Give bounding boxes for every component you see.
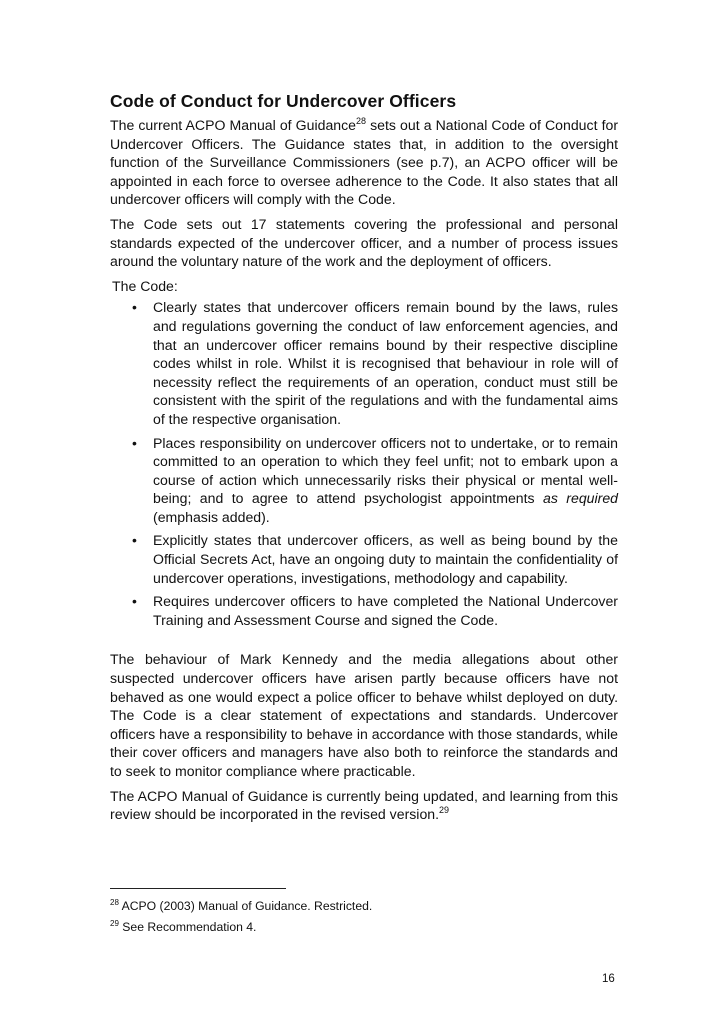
bullet-marker: • [132,593,137,610]
paragraph-code-statements: The Code sets out 17 statements covering the professional and personal standards expected of the undercover officer, and a number of process issues around the voluntary nature of the work and the deployment of officers. [110,215,618,270]
footnote-ref-29[interactable]: 29 [439,805,450,816]
section-heading: Code of Conduct for Undercover Officers [110,91,457,111]
code-label: The Code: [112,277,178,294]
bullet-marker: • [132,299,137,316]
footnote-number: 28 [110,898,119,907]
paragraph-intro-text-b: sets out a National Code of Conduct for Undercover Officers. The Guidance states that, in addition to the oversight function of the Surveillance Commissioners (see p.7), an ACPO officer will be appointed in each force to oversee adherence to the Code. It also states that all undercover officers will comply with the Code. [110,117,619,208]
bullet-marker: • [132,532,137,549]
bullet-item-confidentiality [110,531,618,587]
footnote-ref-28[interactable]: 28 [356,116,367,126]
bullet-text: Explicitly states that undercover officers, as well as being bound by the Official Secrets Act, have an ongoing duty to maintain the confidentiality of undercover operations, investigations, methodology and capability. [153,532,618,586]
bullet-text: Requires undercover officers to have completed the National Undercover Training and Assessment Course and signed the Code. [153,593,618,628]
paragraph-behaviour: The behaviour of Mark Kennedy and the media allegations about other suspected undercover officers have arisen partly because officers have not behaved as one would expect a police officer to behave whilst deployed on duty. The Code is a clear statement of expectations and standards. Undercover officers have a responsibility to behave in accordance with those standards, while their cover officers and managers have also both to reinforce the standards and to seek to monitor compliance where practicable. [110,651,618,779]
footnote-29 [110,919,256,935]
spacer [110,634,618,650]
footnote-28 [110,898,372,914]
paragraph-intro-text-a: The current ACPO Manual of Guidance [110,117,357,133]
bullet-marker: • [132,434,137,451]
bullet-text: Clearly states that undercover officers remain bound by the laws, rules and regulations governing the conduct of law enforcement agencies, and that an undercover officer remains bound by their respective discipline codes whilst in role. Whilst it is recognised that behaviour in role will of necessity reflect the requirements of an operation, conduct must still be consistent with the spirit of the regulations and with the fundamental aims of the respective organisation. [153,299,618,427]
bullet-emphasis: as required [543,490,619,507]
footnote-text: ACPO (2003) Manual of Guidance. Restricted. [118,899,373,913]
bullet-item-laws [110,298,618,428]
bullet-text-a: Places responsibility on undercover officers not to undertake, or to remain committed to an operation to which they feel unfit; not to embark upon a course of action which unnecessarily risks their physical or mental well-being; and to agree to attend psychologist appointments [153,434,618,507]
footnote-text: See Recommendation 4. [118,920,257,934]
paragraph-manual-update-text: The ACPO Manual of Guidance is currently being updated, and learning from this review should be incorporated in the revised version. [110,787,618,823]
paragraph-intro [110,116,618,209]
footnote-separator [110,888,286,889]
footnote-number: 29 [110,919,119,928]
page-number: 16 [602,973,615,985]
code-bullet-list [110,298,618,629]
bullet-item-responsibility [110,434,618,527]
main-content [110,90,618,830]
paragraph-manual-update [110,787,618,824]
bullet-item-training [110,592,618,629]
bullet-text-b: (emphasis added). [153,508,270,525]
